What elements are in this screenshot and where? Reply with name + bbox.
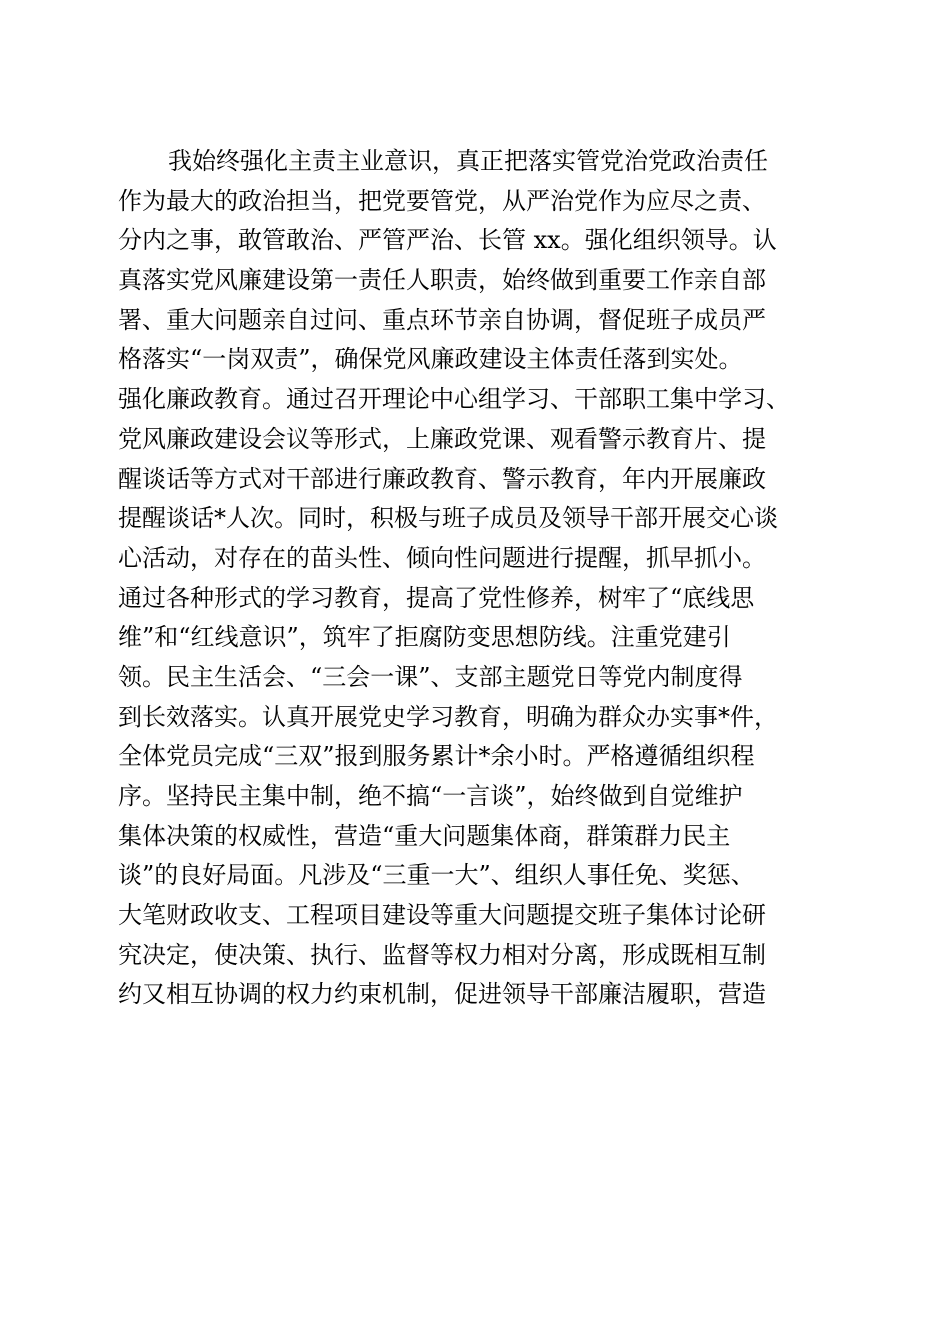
paragraph-line: 强化廉政教育。通过召开理论中心组学习、干部职工集中学习、 [118, 385, 790, 414]
paragraph-line: 序。坚持民主集中制，绝不搞“一言谈”，始终做到自觉维护 [118, 782, 743, 810]
paragraph-line: 真落实党风廉建设第一责任人职责，始终做到重要工作亲自部 [118, 266, 766, 295]
paragraph-line: 领。民主生活会、“三会一课”、支部主题党日等党内制度得 [118, 662, 743, 691]
paragraph-line: 大笔财政收支、工程项目建设等重大问题提交班子集体讨论研 [118, 901, 766, 930]
paragraph-line: 格落实“一岗双责”，确保党风廉政建设主体责任落到实处。 [118, 345, 743, 374]
paragraph-line: 到长效落实。认真开展党史学习教育，明确为群众办实事*件， [118, 702, 778, 731]
body-paragraph [118, 142, 838, 1015]
paragraph-line: 署、重大问题亲自过问、重点环节亲自协调，督促班子成员严 [118, 305, 766, 334]
paragraph-line: 醒谈话等方式对干部进行廉政教育、警示教育，年内开展廉政 [118, 464, 766, 493]
paragraph-line: 集体决策的权威性，营造“重大问题集体商，群策群力民主 [118, 821, 731, 850]
paragraph-line: 究决定，使决策、执行、监督等权力相对分离，形成既相互制 [118, 940, 766, 969]
paragraph-line: 心活动，对存在的苗头性、倾向性问题进行提醒，抓早抓小。 [118, 543, 766, 572]
paragraph-line: 谈”的良好局面。凡涉及“三重一大”、组织人事任免、奖惩、 [118, 861, 755, 890]
paragraph-line: 我始终强化主责主业意识，真正把落实管党治党政治责任 [168, 147, 768, 175]
paragraph-line: 党风廉政建设会议等形式，上廉政党课、观看警示教育片、提 [118, 424, 766, 453]
paragraph-line: 提醒谈话*人次。同时，积极与班子成员及领导干部开展交心谈 [118, 504, 778, 533]
paragraph-line: 约又相互协调的权力约束机制，促进领导干部廉洁履职，营造 [118, 980, 766, 1009]
paragraph-line: 作为最大的政治担当，把党要管党，从严治党作为应尽之责、 [118, 186, 766, 215]
paragraph-line: 维”和“红线意识”，筑牢了拒腐防变思想防线。注重党建引 [118, 623, 731, 652]
paragraph-line: 全体党员完成“三双”报到服务累计*余小时。严格遵循组织程 [118, 742, 755, 771]
paragraph-line: 通过各种形式的学习教育，提高了党性修养，树牢了“底线思 [118, 583, 755, 612]
paragraph-line: 分内之事，敢管敢治、严管严治、长管 xx。强化组织领导。认 [118, 226, 777, 255]
